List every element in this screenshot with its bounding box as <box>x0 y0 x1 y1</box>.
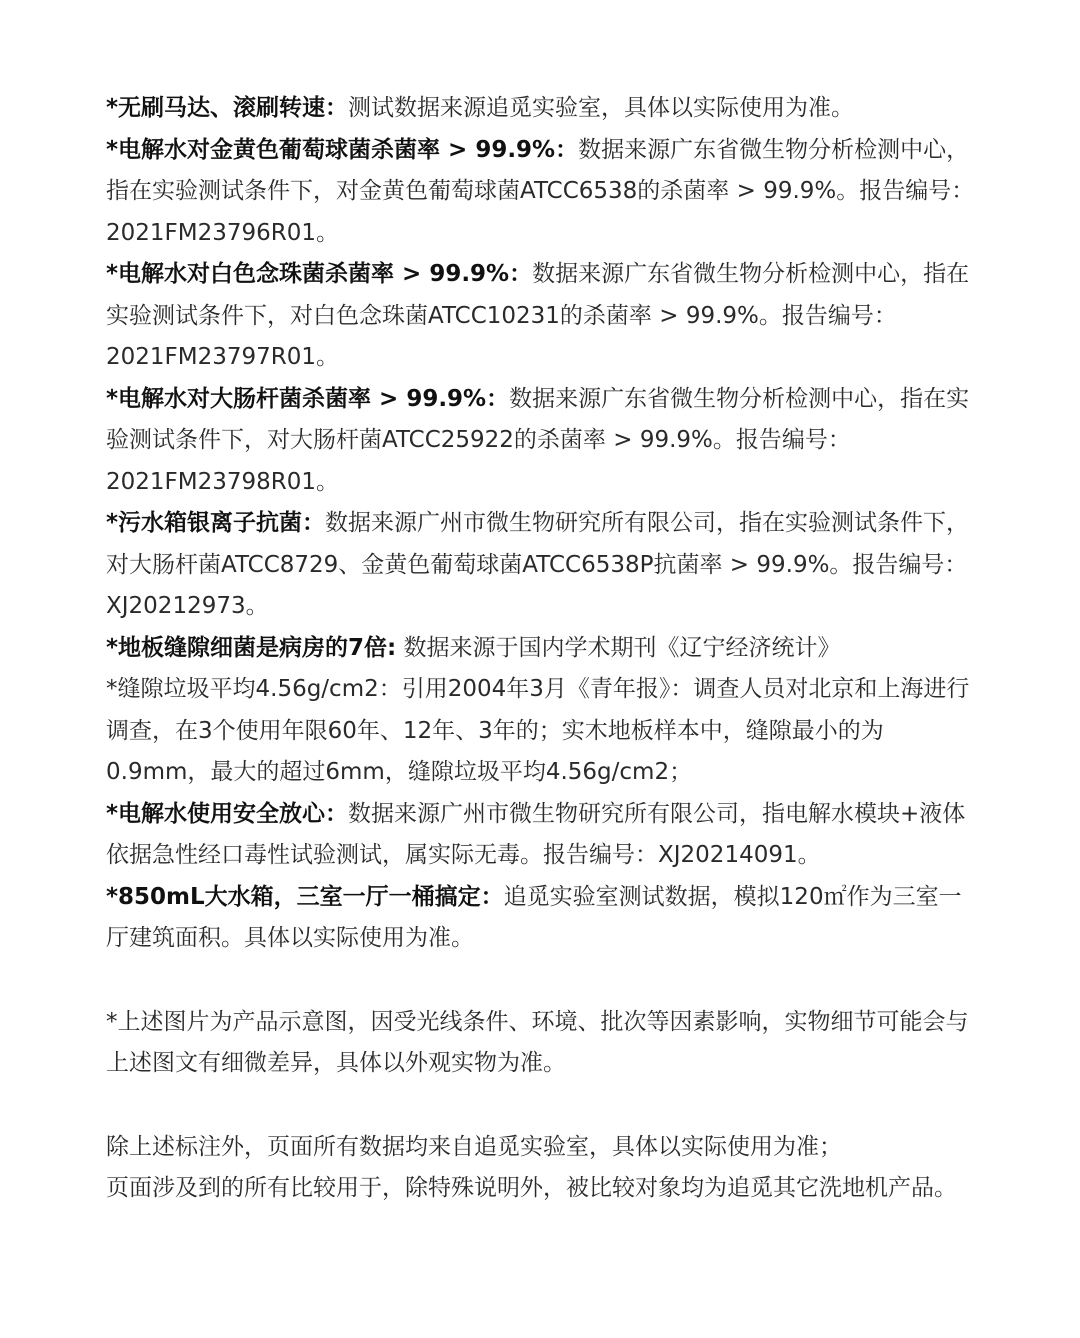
note-water-tank <box>106 877 976 960</box>
note-term: *电解水使用安全放心： <box>106 800 349 827</box>
note-term: *850mL大水箱，三室一厅一桶搞定： <box>106 883 504 910</box>
note-staph-aureus <box>106 130 976 255</box>
note-description: *缝隙垃圾平均4.56g/cm2：引用2004年3月《青年报》：调查人员对北京和上海进行调查，在3个使用年限60年、12年、3年的；实木地板样本中，缝隙最小的为0.9mm，最大的超过6mm，缝隙垃圾平均4.56g/cm2； <box>106 676 970 785</box>
note-term: *电解水对金黄色葡萄球菌杀菌率 > 99.9%： <box>106 136 579 163</box>
spacer <box>106 1085 976 1127</box>
note-term: *地板缝隙细菌是病房的7倍: <box>106 634 397 661</box>
note-candida-albicans <box>106 254 976 379</box>
footer-line-comparison: 页面涉及到的所有比较用于，除特殊说明外，被比较对象均为追觅其它洗地机产品。 <box>106 1175 957 1201</box>
note-electrolyzed-safety <box>106 794 976 877</box>
note-description: 数据来源广州市微生物研究所有限公司，指电解水模块+液体依据急性经口毒性试验测试，属实际无毒。报告编号：XJ20214091。 <box>106 800 966 868</box>
note-term: *污水箱银离子抗菌： <box>106 510 326 536</box>
note-term: *电解水对白色念珠菌杀菌率 > 99.9%： <box>106 261 533 287</box>
note-motor-speed <box>106 88 976 130</box>
note-term: *电解水对大肠杆菌杀菌率 > 99.9%： <box>106 385 510 412</box>
note-description: 追觅实验室测试数据，模拟120㎡作为三室一厅建筑面积。具体以实际使用为准。 <box>106 883 962 951</box>
note-description: 测试数据来源追觅实验室，具体以实际使用为准。 <box>348 95 855 121</box>
note-gap-debris <box>106 669 976 794</box>
note-silver-ion-tank <box>106 503 976 628</box>
disclaimer-document <box>106 88 976 1210</box>
note-term: *无刷马达、滚刷转速： <box>106 95 349 121</box>
note-description: 数据来源广州市微生物研究所有限公司，指在实验测试条件下，对大肠杆菌ATCC8729、金黄色葡萄球菌ATCC6538P抗菌率 > 99.9%。报告编号：XJ20212973。 <box>106 510 970 619</box>
note-description: 数据来源广东省微生物分析检测中心，指在实验测试条件下，对金黄色葡萄球菌ATCC6538的杀菌率 > 99.9%。报告编号：2021FM23796R01。 <box>106 136 975 246</box>
note-description: 数据来源于国内学术期刊《辽宁经济统计》 <box>396 634 841 661</box>
image-disclaimer: *上述图片为产品示意图，因受光线条件、环境、批次等因素影响，实物细节可能会与上述图文有细微差异，具体以外观实物为准。 <box>106 1008 969 1076</box>
note-description: 数据来源广东省微生物分析检测中心，指在实验测试条件下，对白色念珠菌ATCC10231的杀菌率 > 99.9%。报告编号：2021FM23797R01。 <box>106 261 970 370</box>
spacer <box>106 960 976 1002</box>
note-description: 数据来源广东省微生物分析检测中心，指在实验测试条件下，对大肠杆菌ATCC25922的杀菌率 > 99.9%。报告编号：2021FM23798R01。 <box>106 385 970 495</box>
note-e-coli <box>106 379 976 504</box>
note-floor-gap-bacteria <box>106 628 976 670</box>
footer-line-data-source: 除上述标注外，页面所有数据均来自追觅实验室，具体以实际使用为准； <box>106 1133 842 1160</box>
